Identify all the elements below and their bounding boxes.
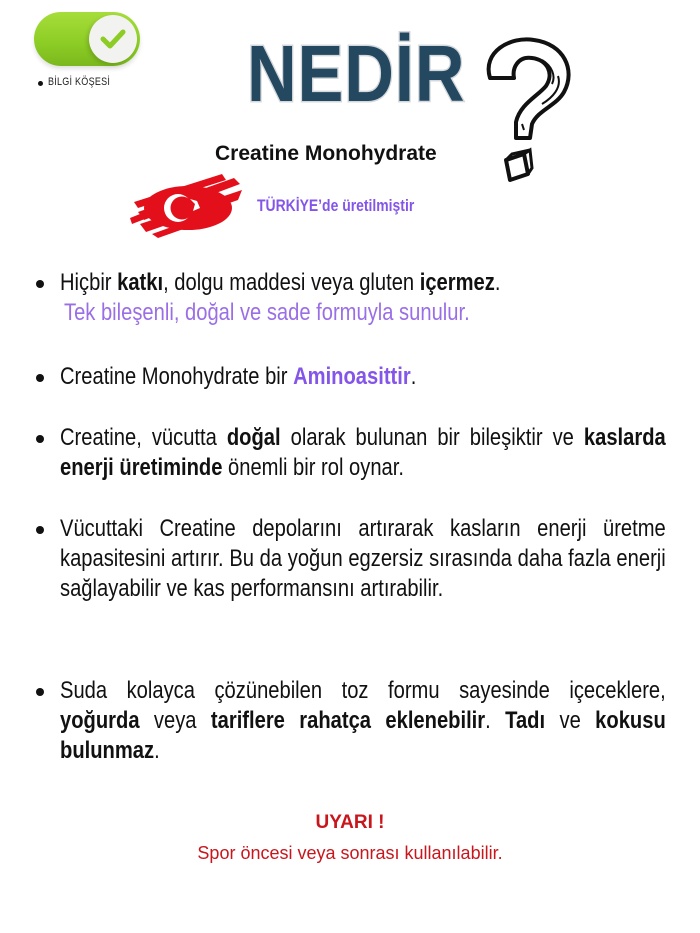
body-text: . xyxy=(154,737,160,764)
emphasis-text: kaslarda enerji üretiminde xyxy=(60,424,666,481)
item-subtext xyxy=(36,298,666,328)
badge-label: BİLGİ KÖŞESİ xyxy=(48,76,111,88)
item-text xyxy=(60,423,666,483)
list-item xyxy=(36,268,666,298)
emphasis-text: Tadı xyxy=(505,707,546,734)
info-list xyxy=(36,268,666,328)
body-text: veya xyxy=(139,707,211,734)
product-name: Creatine Monohydrate xyxy=(215,142,437,165)
emphasis-text: doğal xyxy=(226,424,281,451)
body-text: . xyxy=(485,707,506,734)
bullet-icon xyxy=(36,435,44,443)
body-text: olarak bulunan bir bileşiktir ve xyxy=(280,424,584,451)
turkish-flag-icon xyxy=(130,172,245,240)
body-text: . xyxy=(410,363,417,390)
info-list-2 xyxy=(36,362,666,392)
body-text: , dolgu maddesi veya gluten xyxy=(163,269,420,296)
warning-title: UYARI ! xyxy=(315,812,385,833)
bullet-icon xyxy=(36,374,44,382)
bullet-icon xyxy=(36,280,44,288)
warning-text: Spor öncesi veya sonrası kullanılabilir. xyxy=(197,843,503,863)
emphasis-text: içermez xyxy=(419,269,495,296)
body-text: ve xyxy=(545,707,596,734)
toggle-check-icon xyxy=(34,12,140,66)
item-text xyxy=(60,268,666,298)
badge-bullet xyxy=(38,81,43,86)
list-item xyxy=(36,362,666,392)
list-item xyxy=(36,514,666,604)
emphasis-text: Aminoasittir xyxy=(293,363,411,390)
body-text: . xyxy=(494,269,501,296)
info-list-4 xyxy=(36,514,666,604)
item-text xyxy=(60,362,666,392)
body-text: Creatine Monohydrate bir xyxy=(60,363,294,390)
subtext-value: Tek bileşenli, doğal ve sade formuyla sunulur. xyxy=(64,299,470,326)
body-text: Hiçbir xyxy=(60,269,118,296)
made-in-label: TÜRKİYE’de üretilmiştir xyxy=(257,196,415,215)
list-item xyxy=(36,423,666,483)
checkmark-icon xyxy=(99,27,127,51)
list-item xyxy=(36,676,666,766)
emphasis-text: katkı xyxy=(117,269,164,296)
body-text: önemli bir rol oynar. xyxy=(222,454,404,481)
emphasis-text: tariflere rahatça eklenebilir xyxy=(210,707,486,734)
emphasis-text: yoğurda xyxy=(60,707,140,734)
emphasis-text: kokusu bulunmaz xyxy=(60,707,666,764)
item-text xyxy=(60,514,666,604)
body-text: Suda kolayca çözünebilen toz formu sayesinde içeceklere, xyxy=(60,677,666,704)
info-list-5 xyxy=(36,676,666,766)
page-title: NEDİR xyxy=(247,29,466,118)
question-mark-icon xyxy=(472,30,582,190)
bullet-icon xyxy=(36,526,44,534)
body-text: Vücuttaki Creatine depolarını artırarak kasların enerji üretme kapasitesini artırır. Bu da yoğun egzersiz sırasında daha fazla enerji sağlayabilir ve kas performansını artırabilir. xyxy=(60,515,666,602)
body-text: Creatine, vücutta xyxy=(60,424,227,451)
bullet-icon xyxy=(36,688,44,696)
toggle-knob xyxy=(89,15,137,63)
info-list-3 xyxy=(36,423,666,483)
item-text xyxy=(60,676,666,766)
